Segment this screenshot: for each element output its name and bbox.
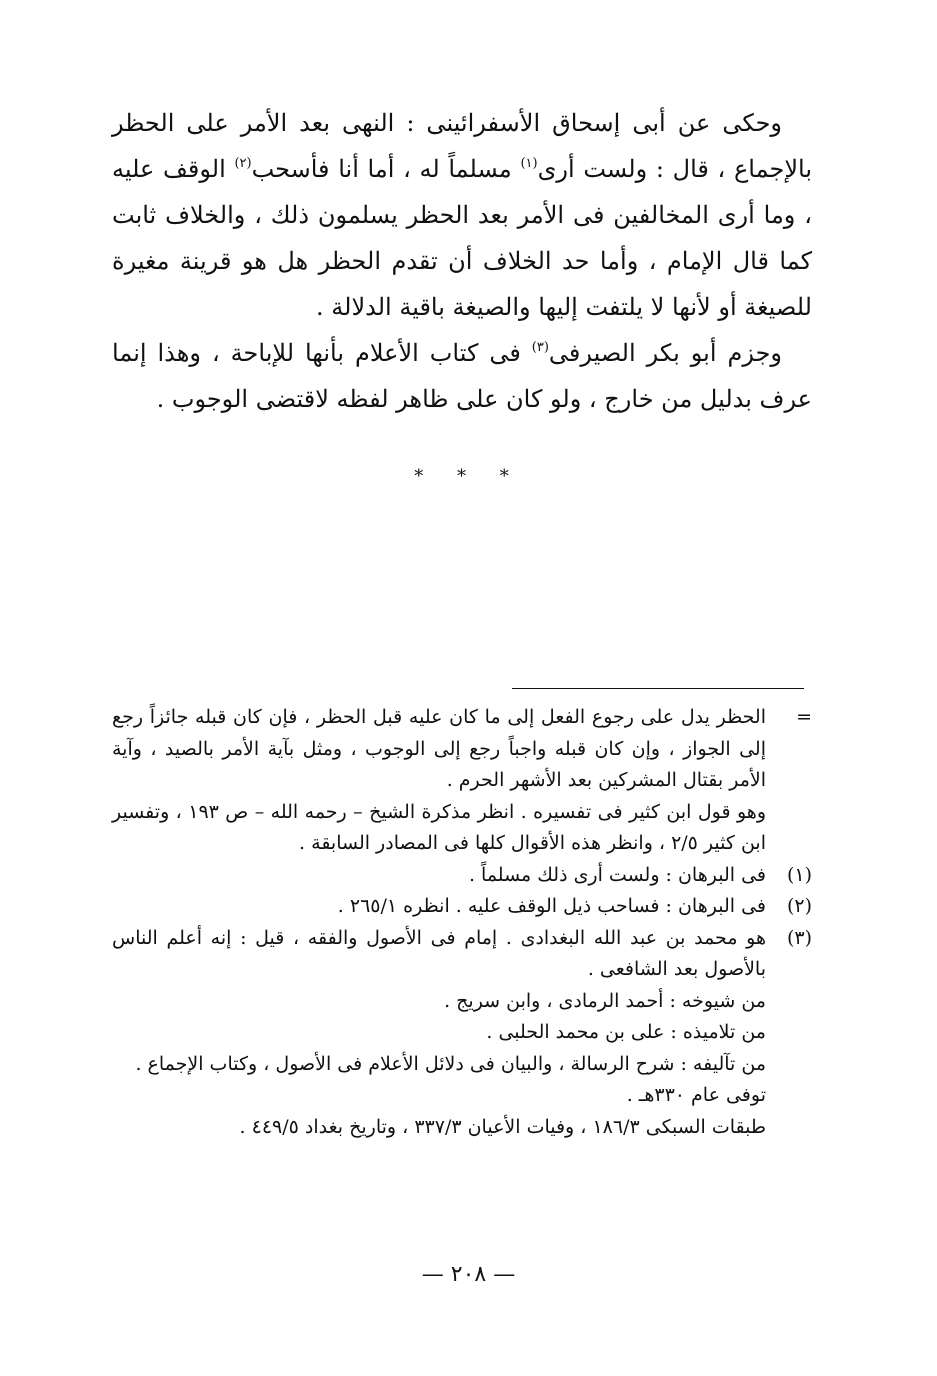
footnote-line: فى البرهان : فساحب ذيل الوقف عليه . انظره ٢٦٥/١ . [337,895,766,917]
footnote-ref-2: (٢) [234,156,252,171]
footnote-body [112,702,766,860]
footnote-line: من شيوخه : أحمد الرمادى ، وابن سريج . [444,989,766,1012]
footnote-marker: (٣) [786,926,812,949]
footnote-marker: (٢) [786,895,812,917]
footnote-body [112,891,766,923]
footnote-continued [112,702,812,860]
footnote-rule [512,688,804,689]
footnote-line: طبقات السبكى ١٨٦/٣ ، وفيات الأعيان ٣٣٧/٣ ، وتاريخ بغداد ٤٤٩/٥ . [239,1115,766,1138]
footnote-1 [112,860,812,892]
footnote-ref-1: (١) [520,156,538,171]
page-number: — ٢٠٨ — [421,1262,516,1287]
paragraph-1 [112,100,812,330]
main-text [112,100,812,422]
footnote-body [112,923,766,1144]
paragraph-1-text-2: مسلماً له ، أما أنا فأسحب [251,155,521,183]
footnote-ref-3: (٣) [531,340,549,355]
footnote-line: توفى عام ٣٣٠هـ . [626,1084,766,1106]
footnote-line: فى البرهان : ولست أرى ذلك مسلماً . [468,863,766,886]
paragraph-2-text-1: وجزم أبو بكر الصيرفى [548,339,782,367]
section-separator: * * * [414,466,523,487]
footnote-line: الحظر يدل على رجوع الفعل إلى ما كان عليه قبل الحظر ، فإن كان قبله جائزاً رجع إلى الجواز ، وإن كان قبله واجباً رجع إلى الوجوب ، ومثل بآية الأمر بالصيد ، وآية الأمر بقتال المشركين بعد الأشهر الحرم . [112,706,766,791]
footnote-marker: = [796,706,812,728]
footnotes [112,702,812,1143]
footnote-marker: (١) [786,863,812,886]
paragraph-1-text-1: وحكى عن أبى إسحاق الأسفرائينى : النهى بعد الأمر على الحظر بالإجماع ، قال : ولست أرى [112,109,813,183]
paragraph-2-text-2: فى كتاب الأعلام بأنها للإباحة ، وهذا إنما عرف بدليل من خارج ، ولو كان على ظاهر لفظه لاقتضى الوجوب . [112,339,812,413]
footnote-line: وهو قول ابن كثير فى تفسيره . انظر مذكرة الشيخ – رحمه الله – ص ١٩٣ ، وتفسير ابن كثير ٢/٥ ، وانظر هذه الأقوال كلها فى المصادر السابقة . [112,800,767,854]
footnote-line: هو محمد بن عبد الله البغدادى . إمام فى الأصول والفقه ، قيل : إنه أعلم الناس بالأصول بعد الشافعى . [112,926,766,980]
paragraph-2 [112,330,812,422]
footnote-3 [112,923,812,1144]
footnote-line: من تآليفه : شرح الرسالة ، والبيان فى دلائل الأعلام فى الأصول ، وكتاب الإجماع . [135,1052,766,1075]
footnote-body [112,860,766,892]
paragraph-1-text-3: الوقف عليه ، وما أرى المخالفين فى الأمر بعد الحظر يسلمون ذلك ، والخلاف ثابت كما قال الإمام ، وأما حد الخلاف أن تقدم الحظر هل هو قرينة مغيرة للصيغة أو لأنها لا يلتفت إليها والصيغة باقية الدلالة . [112,155,812,321]
footnote-2 [112,891,812,923]
footnote-line: من تلاميذه : على بن محمد الحلبى . [486,1021,766,1043]
